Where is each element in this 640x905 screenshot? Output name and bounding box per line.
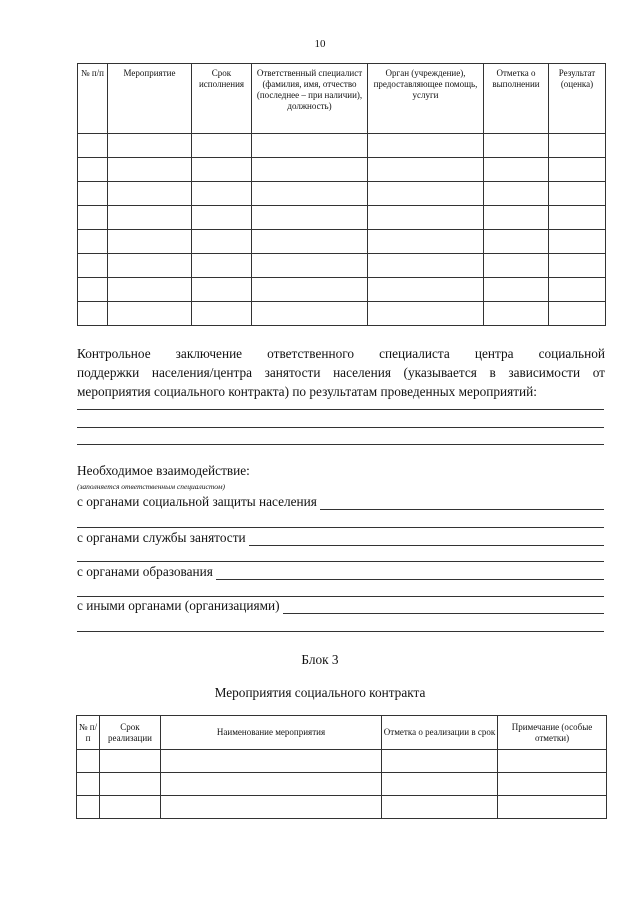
table-cell[interactable] <box>192 158 252 182</box>
table-cell[interactable] <box>368 206 484 230</box>
table-cell[interactable] <box>77 796 100 819</box>
table-cell[interactable] <box>368 182 484 206</box>
table-cell[interactable] <box>484 206 549 230</box>
table-cell[interactable] <box>78 230 108 254</box>
table-cell[interactable] <box>192 134 252 158</box>
table-cell[interactable] <box>484 182 549 206</box>
table-cell[interactable] <box>192 182 252 206</box>
table-row <box>78 182 606 206</box>
table-cell[interactable] <box>498 773 607 796</box>
table-cell[interactable] <box>549 134 606 158</box>
table-cell[interactable] <box>161 750 382 773</box>
table-cell[interactable] <box>252 254 368 278</box>
table-cell[interactable] <box>108 254 192 278</box>
table-cell[interactable] <box>78 278 108 302</box>
table-cell[interactable] <box>108 278 192 302</box>
header-number: № п/п <box>78 64 108 134</box>
conclusion-blank-line[interactable] <box>77 444 604 445</box>
table-cell[interactable] <box>192 230 252 254</box>
table-cell[interactable] <box>252 158 368 182</box>
table-cell[interactable] <box>161 773 382 796</box>
table-row <box>78 278 606 302</box>
table-cell[interactable] <box>484 158 549 182</box>
table-cell[interactable] <box>78 254 108 278</box>
conclusion-line-1: Контрольное заключение ответственного специалиста центра социальной <box>77 346 605 361</box>
table-cell[interactable] <box>368 302 484 326</box>
header-organization: Орган (учреждение), предоставляющее помощь, услуги <box>368 64 484 134</box>
social-protection-label: с органами социальной защиты населения <box>77 494 320 510</box>
table-cell[interactable] <box>549 254 606 278</box>
header-result: Результат (оценка) <box>549 64 606 134</box>
table-cell[interactable] <box>77 773 100 796</box>
header-implementation-date: Срок реализации <box>100 716 161 750</box>
table-row <box>78 230 606 254</box>
table-cell[interactable] <box>192 302 252 326</box>
table-cell[interactable] <box>498 796 607 819</box>
table-cell[interactable] <box>368 278 484 302</box>
header-number: № п/п <box>77 716 100 750</box>
employment-label: с органами службы занятости <box>77 530 249 546</box>
table-cell[interactable] <box>161 796 382 819</box>
table-row <box>77 773 607 796</box>
education-label: с органами образования <box>77 564 216 580</box>
table-cell[interactable] <box>368 134 484 158</box>
table-cell[interactable] <box>484 302 549 326</box>
table-row <box>77 750 607 773</box>
table-cell[interactable] <box>252 230 368 254</box>
table-row <box>78 206 606 230</box>
table-cell[interactable] <box>368 230 484 254</box>
other-organizations-blank-line[interactable] <box>77 631 604 632</box>
table-row <box>78 134 606 158</box>
table-row <box>77 796 607 819</box>
table-cell[interactable] <box>484 230 549 254</box>
activities-table <box>77 63 606 326</box>
table-cell[interactable] <box>549 230 606 254</box>
table-row <box>78 254 606 278</box>
table-cell[interactable] <box>78 182 108 206</box>
table-cell[interactable] <box>382 796 498 819</box>
table-cell[interactable] <box>484 254 549 278</box>
table-cell[interactable] <box>192 278 252 302</box>
block-3-title: Блок 3 <box>301 652 339 667</box>
social-protection-blank-line[interactable] <box>77 527 604 528</box>
header-notes: Примечание (особые отметки) <box>498 716 607 750</box>
table-cell[interactable] <box>108 302 192 326</box>
table-row <box>78 158 606 182</box>
conclusion-line-2: поддержки населения/центра занятости населения (указывается в зависимости от <box>77 365 605 380</box>
block-3-subtitle: Мероприятия социального контракта <box>214 685 426 700</box>
table-cell[interactable] <box>252 278 368 302</box>
interaction-title: Необходимое взаимодействие: <box>77 463 253 479</box>
conclusion-blank-line[interactable] <box>77 427 604 428</box>
header-activity: Мероприятие <box>108 64 192 134</box>
table-header-row <box>78 64 606 134</box>
table-cell[interactable] <box>549 182 606 206</box>
header-implementation-mark: Отметка о реализации в срок <box>382 716 498 750</box>
table-cell[interactable] <box>100 773 161 796</box>
header-completion-mark: Отметка о выполнении <box>484 64 549 134</box>
table-cell[interactable] <box>108 182 192 206</box>
table-cell[interactable] <box>549 158 606 182</box>
table-cell[interactable] <box>77 750 100 773</box>
table-cell[interactable] <box>382 750 498 773</box>
table-cell[interactable] <box>100 750 161 773</box>
interaction-note: (заполняется ответственным специалистом) <box>77 482 226 491</box>
table-cell[interactable] <box>100 796 161 819</box>
table-cell[interactable] <box>78 206 108 230</box>
table-cell[interactable] <box>368 158 484 182</box>
page-number: 10 <box>314 38 326 50</box>
table-cell[interactable] <box>484 278 549 302</box>
table-cell[interactable] <box>108 230 192 254</box>
table-cell[interactable] <box>484 134 549 158</box>
header-deadline: Срок исполнения <box>192 64 252 134</box>
table-cell[interactable] <box>549 206 606 230</box>
table-cell[interactable] <box>108 206 192 230</box>
table-cell[interactable] <box>382 773 498 796</box>
table-row <box>78 302 606 326</box>
employment-blank-line[interactable] <box>77 561 604 562</box>
table-cell[interactable] <box>108 134 192 158</box>
conclusion-paragraph <box>77 344 605 401</box>
table-cell[interactable] <box>252 206 368 230</box>
table-cell[interactable] <box>78 158 108 182</box>
table-cell[interactable] <box>252 134 368 158</box>
header-responsible: Ответственный специалист (фамилия, имя, отчество (последнее – при наличии), должность) <box>252 64 368 134</box>
table-cell[interactable] <box>252 302 368 326</box>
table-cell[interactable] <box>78 302 108 326</box>
other-organizations-label: с иными органами (организациями) <box>77 598 283 614</box>
table-cell[interactable] <box>192 206 252 230</box>
table-cell[interactable] <box>549 302 606 326</box>
conclusion-line-3: мероприятия социального контракта) по результатам проведенных мероприятий: <box>77 384 537 399</box>
table-cell[interactable] <box>78 134 108 158</box>
table-header-row <box>77 716 607 750</box>
contract-activities-table <box>76 715 607 819</box>
table-cell[interactable] <box>549 278 606 302</box>
table-cell[interactable] <box>498 750 607 773</box>
table-cell[interactable] <box>368 254 484 278</box>
conclusion-blank-line[interactable] <box>77 409 604 410</box>
table-cell[interactable] <box>192 254 252 278</box>
table-cell[interactable] <box>108 158 192 182</box>
table-cell[interactable] <box>252 182 368 206</box>
education-blank-line[interactable] <box>77 596 604 597</box>
header-activity-name: Наименование мероприятия <box>161 716 382 750</box>
